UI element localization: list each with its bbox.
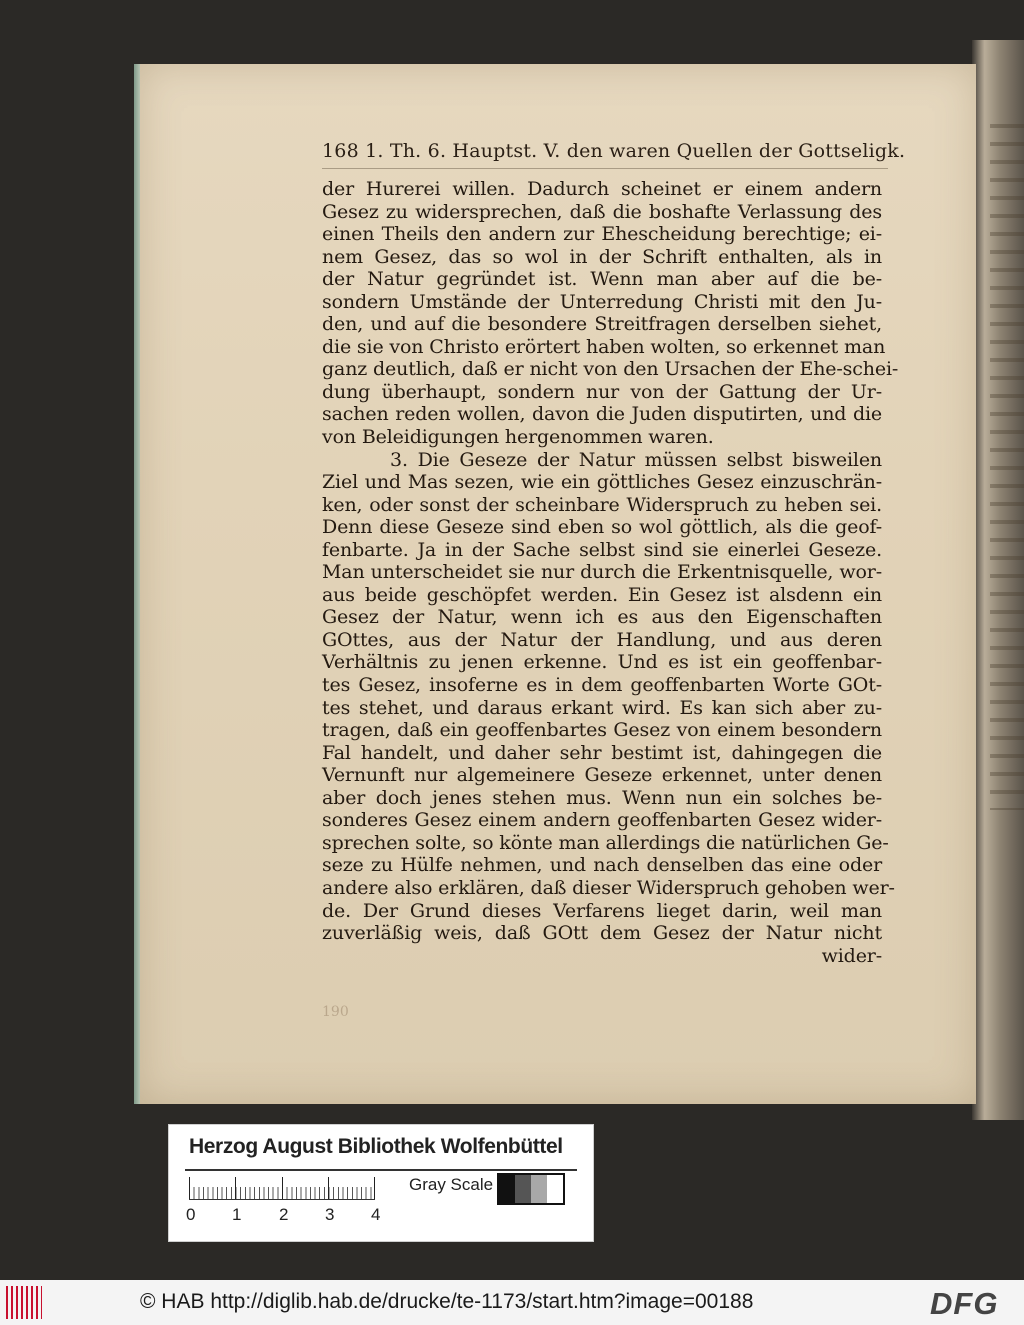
ruler-number: 4 xyxy=(371,1205,381,1224)
text-line: Gesez zu widersprechen, daß die boshafte Verlassung des xyxy=(322,200,882,223)
text-line: Ziel und Mas sezen, wie ein göttliches Gesez einzuschrän- xyxy=(322,471,882,494)
text-line: dung überhaupt, sondern nur von der Gattung der Ur- xyxy=(322,380,882,403)
text-line: der Hurerei willen. Dadurch scheinet er einem andern xyxy=(322,178,882,200)
text-line: die sie von Christo erörtert haben wolten, so erkennet man xyxy=(322,335,886,358)
gray-scale-label: Gray Scale xyxy=(409,1175,494,1194)
ruler-number: 1 xyxy=(232,1205,242,1224)
text-line: sonderes Gesez einem andern geoffenbarten Gesez wider- xyxy=(322,809,882,832)
text-line: tes stehet, und daraus erkant wird. Es kan sich aber zu- xyxy=(322,696,882,719)
text-line: sachen reden wollen, davon die Juden disputirten, und die xyxy=(322,403,882,426)
library-color-card xyxy=(168,1124,594,1242)
text-line: Vernunft nur algemeinere Geseze erkennet, unter denen xyxy=(322,764,882,787)
text-line: den, und auf die besondere Streitfragen derselben siehet, xyxy=(322,313,882,336)
ruler-number: 3 xyxy=(325,1205,335,1224)
text-line: tes Gesez, insoferne es in dem geoffenbarten Worte GOt- xyxy=(322,674,882,697)
text-line: fenbarte. Ja in der Sache selbst sind sie einerlei Geseze. xyxy=(322,538,882,561)
text-line: seze zu Hülfe nehmen, und nach denselben das eine oder xyxy=(322,854,882,877)
scale-ruler xyxy=(189,1177,375,1200)
text-line: andere also erklären, daß dieser Widerspruch gehoben wer- xyxy=(322,876,895,899)
text-line: zuverläßig weis, daß GOtt dem Gesez der Natur nicht xyxy=(322,922,882,945)
viewer-footer xyxy=(0,1280,1024,1325)
ruler-major-tick xyxy=(328,1177,329,1199)
library-name: Herzog August Bibliothek Wolfenbüttel xyxy=(189,1135,563,1158)
text-line: Man unterscheidet sie nur durch die Erkentnisquelle, wor- xyxy=(322,561,882,584)
text-line: Verhältnis zu jenen erkenne. Und es ist ein geoffenbar- xyxy=(322,651,882,674)
header-rule xyxy=(322,168,888,169)
text-line: Gesez der Natur, wenn ich es aus den Eigenschaften xyxy=(322,606,882,629)
text-line: sondern Umstände der Unterredung Christi mit den Ju- xyxy=(322,290,882,313)
gray-swatch xyxy=(531,1175,547,1203)
gray-scale-swatches xyxy=(497,1173,565,1205)
copyright-url[interactable]: © HAB http://diglib.hab.de/drucke/te-1173/start.htm?image=00188 xyxy=(140,1290,754,1313)
faint-page-number: 190 xyxy=(322,1004,349,1020)
paragraph-start-line: 3. Die Geseze der Natur müssen selbst bisweilen xyxy=(390,448,882,471)
label-rule xyxy=(185,1169,577,1171)
hab-logo-icon[interactable] xyxy=(6,1286,42,1319)
text-line: tragen, daß ein geoffenbartes Gesez von einem besondern xyxy=(322,719,882,742)
ruler-major-tick xyxy=(374,1177,375,1199)
text-line: Fal handelt, und daher sehr bestimt ist, dahingegen die xyxy=(322,741,882,764)
ruler-major-tick xyxy=(189,1177,190,1199)
gray-swatch xyxy=(499,1175,515,1203)
text-line: Denn diese Geseze sind eben so wol göttlich, als die geof- xyxy=(322,516,882,539)
text-line: sprechen solte, so könte man allerdings die natürlichen Ge- xyxy=(322,831,889,854)
text-line: einen Theils den andern zur Ehescheidung berechtige; ei- xyxy=(322,223,882,246)
facing-page-text-bleed xyxy=(990,110,1024,810)
text-line: nem Gesez, das so wol in der Schrift enthalten, als in xyxy=(322,245,882,268)
text-line: aber doch jenes stehen mus. Wenn nun ein solches be- xyxy=(322,786,882,809)
text-line: von Beleidigungen hergenommen waren. xyxy=(322,426,714,449)
ruler-major-tick xyxy=(235,1177,236,1199)
text-line: de. Der Grund dieses Verfarens lieget darin, weil man xyxy=(322,899,882,922)
text-line: aus beide geschöpfet werden. Ein Gesez ist alsdenn ein xyxy=(322,583,882,606)
text-line: ganz deutlich, daß er nicht von den Ursachen der Ehe-schei- xyxy=(322,358,899,381)
text-line: der Natur gegründet ist. Wenn man aber auf die be- xyxy=(322,268,882,291)
text-line: GOttes, aus der Natur der Handlung, und aus deren xyxy=(322,628,882,651)
ruler-number: 0 xyxy=(186,1205,196,1224)
ruler-major-tick xyxy=(282,1177,283,1199)
gray-swatch xyxy=(515,1175,531,1203)
running-header: 168 1. Th. 6. Hauptst. V. den waren Quellen der Gottseligk. xyxy=(322,140,906,162)
ruler-number: 2 xyxy=(279,1205,289,1224)
catchword: wider- xyxy=(821,944,882,967)
dfg-logo[interactable]: DFG xyxy=(930,1286,999,1321)
page-body xyxy=(322,178,899,967)
gray-swatch xyxy=(547,1175,563,1203)
text-line: ken, oder sonst der scheinbare Widerspruch zu heben sei. xyxy=(322,493,882,516)
